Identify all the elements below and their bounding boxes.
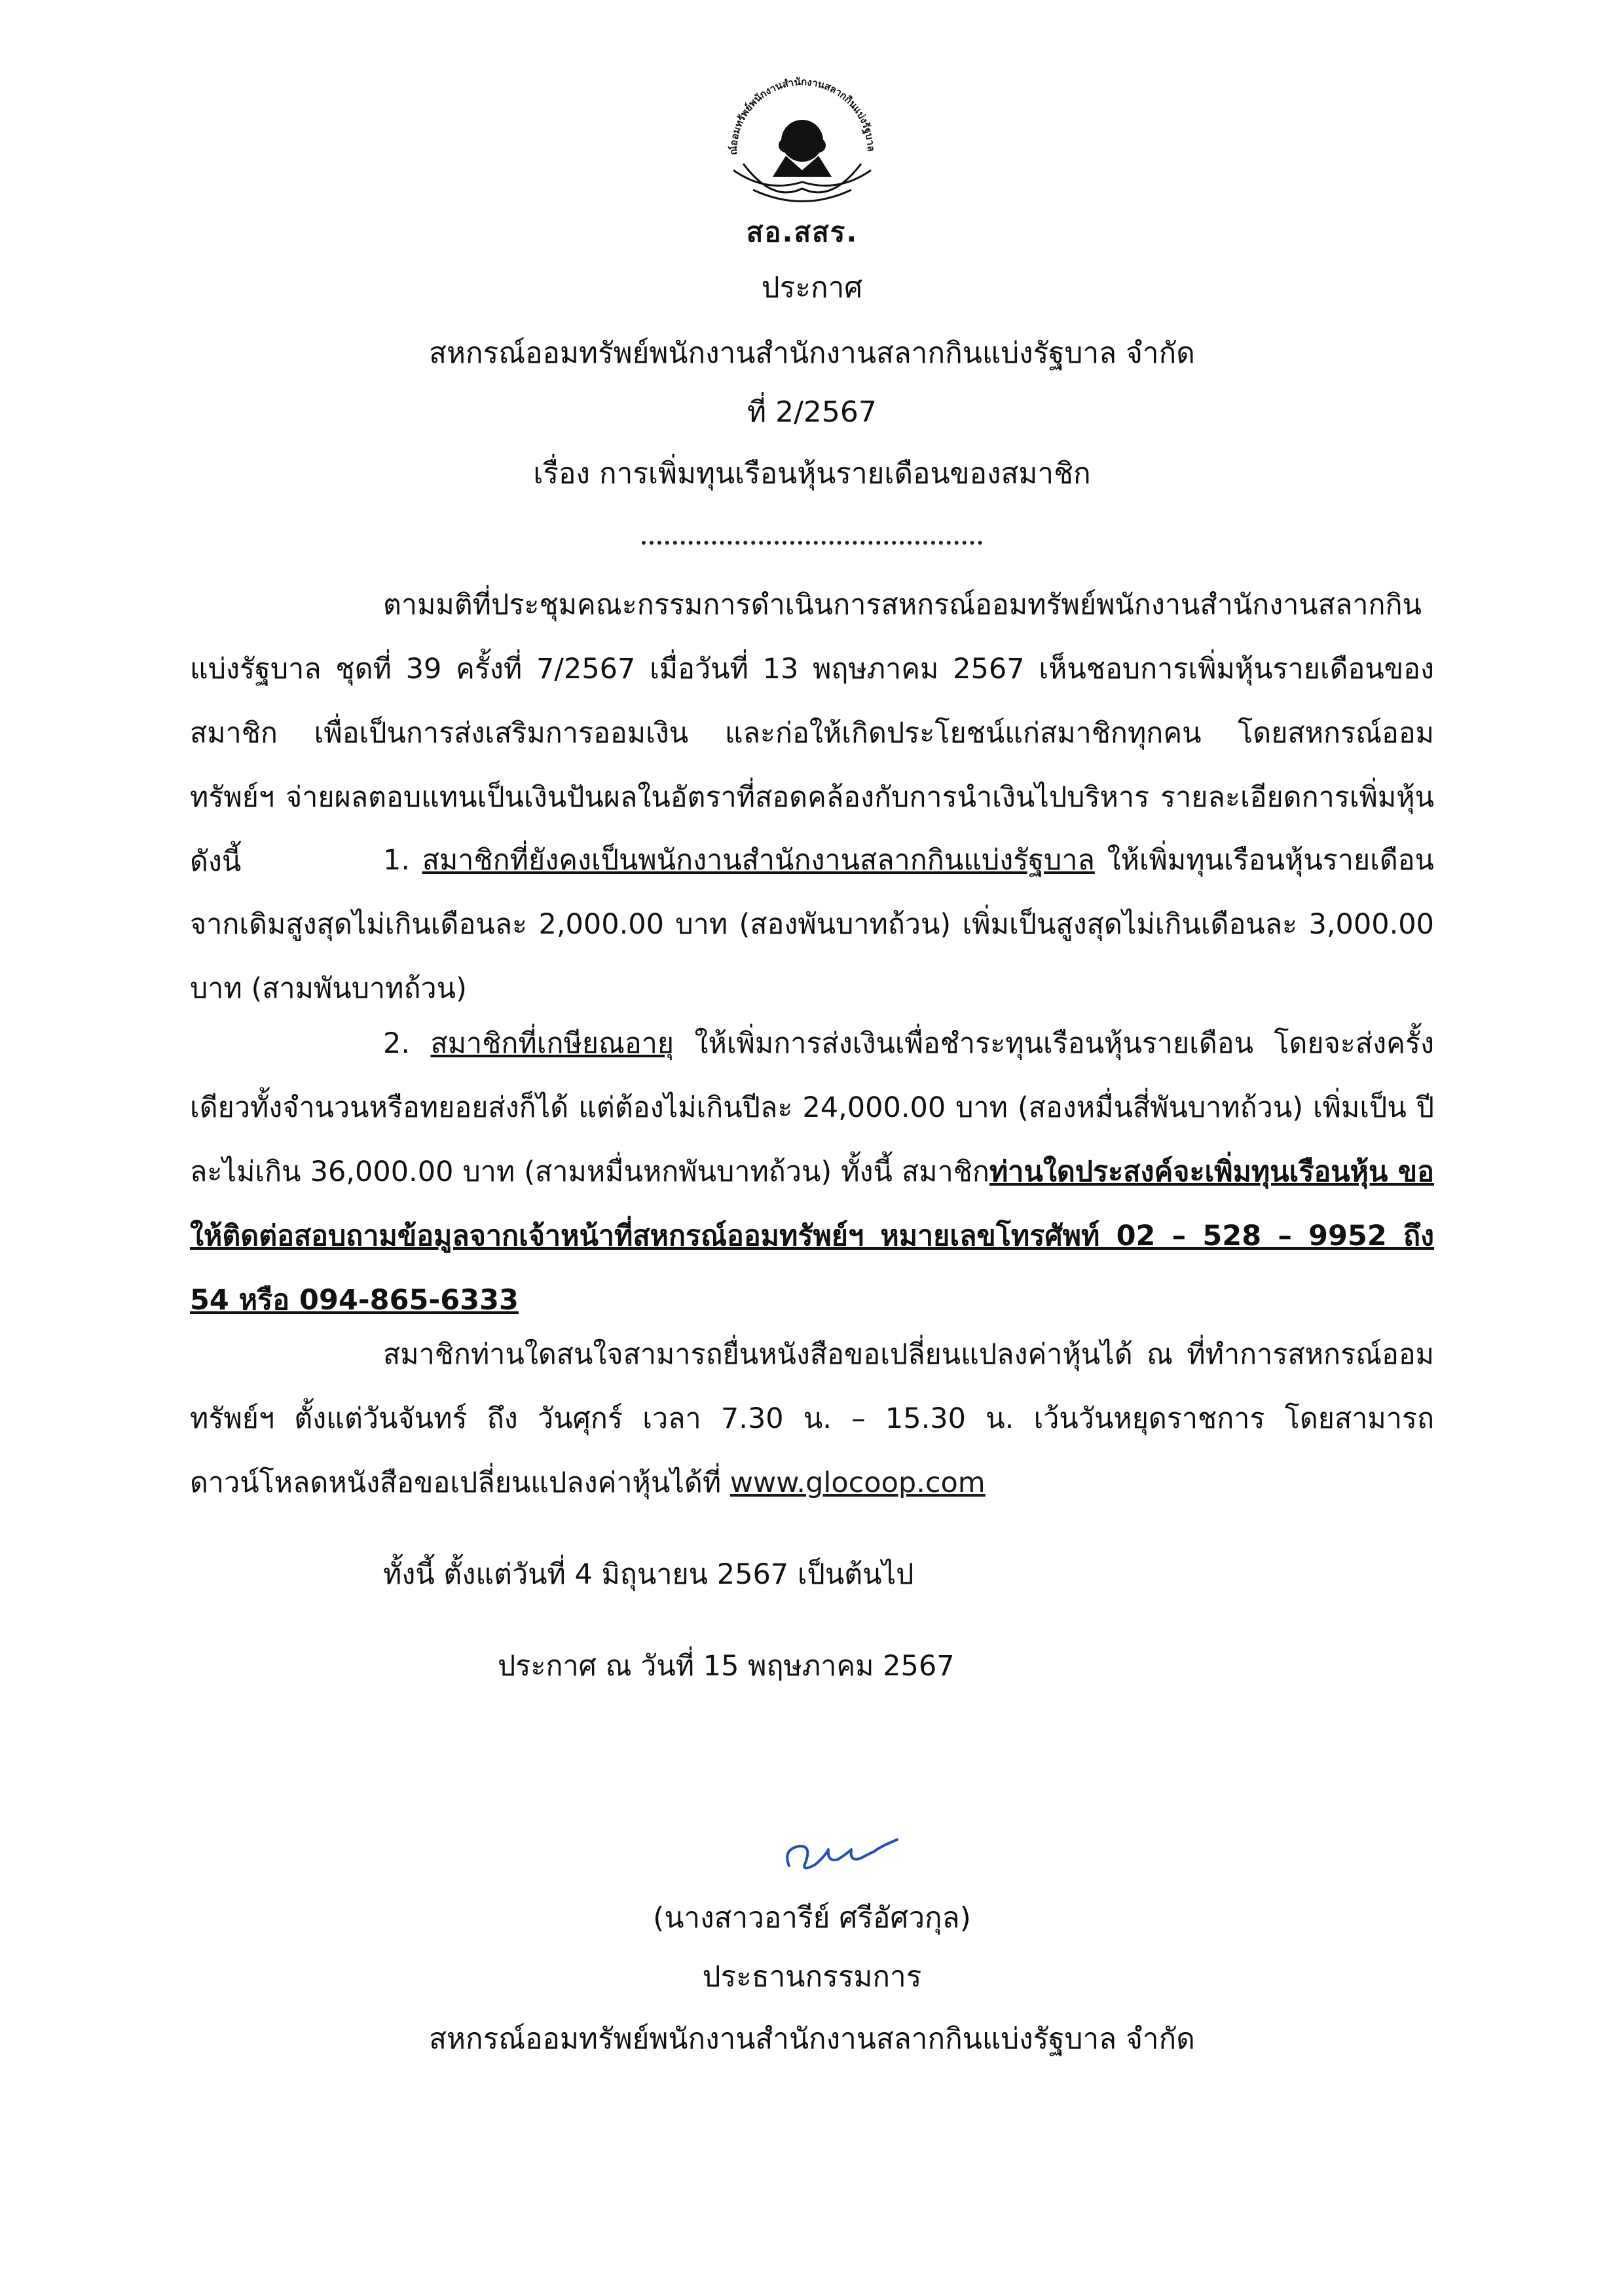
organization-name: สหกรณ์ออมทรัพย์พนักงานสำนักงานสลากกินแบ่งรัฐบาล จำกัด — [429, 337, 1195, 370]
logo-emblem-icon — [707, 72, 897, 213]
item-2-text: ให้เพิ่มการส่งเงินเพื่อชำระทุนเรือนหุ้นรายเดือน โดยจะส่งครั้งเดียวทั้งจำนวนหรือทยอยส่งก็ได้ แต่ต้องไม่เกินปีละ 24,000.00 บาท (สองหมื่นสี่พันบาทถ้วน) เพิ่มเป็น ปีละไม่เกิน 36,000.00 บาท (สามหมื่นหกพันบาทถ้วน) ทั้งนี้ สมาชิก — [190, 1027, 1435, 1188]
cooperative-logo — [707, 72, 897, 255]
announcement-number: ที่ 2/2567 — [747, 395, 877, 429]
intro-text: ตามมติที่ประชุมคณะกรรมการดำเนินการสหกรณ์ออมทรัพย์พนักงานสำนักงานสลากกินแบ่งรัฐบาล ชุดที่ 39 ครั้งที่ 7/2567 เมื่อวันที่ 13 พฤษภาคม 2567 เห็นชอบการเพิ่มหุ้นรายเดือนของสมาชิก เพื่อเป็นการส่งเสริมการออมเงิน และก่อให้เกิดประโยชน์แก่สมาชิกทุกคน โดยสหกรณ์ออมทรัพย์ฯ จ่ายผลตอบแทนเป็นเงินปันผลในอัตราที่สอดคล้องกับการนำเงินไปบริหาร รายละเอียดการเพิ่มหุ้น ดังนี้ — [190, 589, 1434, 878]
item-1-label: สมาชิกที่ยังคงเป็นพนักงานสำนักงานสลากกินแบ่งรัฐบาล — [422, 844, 1095, 877]
item-1-number: 1. — [383, 844, 411, 877]
effective-date: ทั้งนี้ ตั้งแต่วันที่ 4 มิถุนายน 2567 เป็นต้นไป — [383, 1558, 914, 1591]
item-2-number: 2. — [383, 1027, 411, 1060]
website-link[interactable]: www.glocoop.com — [729, 1467, 986, 1499]
item-2 — [190, 1011, 1434, 1332]
submission-paragraph — [190, 1322, 1434, 1515]
item-1 — [190, 828, 1434, 1021]
submission-text: สมาชิกท่านใดสนใจสามารถยื่นหนังสือขอเปลี่ยนแปลงค่าหุ้นได้ ณ ที่ทำการสหกรณ์ออมทรัพย์ฯ ตั้งแต่วันจันทร์ ถึง วันศุกร์ เวลา 7.30 น. – 15.30 น. เว้นวันหยุดราชการ โดยสามารถดาวน์โหลดหนังสือขอเปลี่ยนแปลงค่าหุ้นได้ที่ — [190, 1338, 1434, 1499]
dotted-separator — [642, 541, 982, 545]
logo-abbreviation: สอ.สสร. — [746, 216, 858, 248]
signer-organization: สหกรณ์ออมทรัพย์พนักงานสำนักงานสลากกินแบ่งรัฐบาล จำกัด — [429, 2022, 1195, 2056]
signer-position: ประธานกรรมการ — [702, 1960, 922, 1994]
signer-name: (นางสาวอารีย์ ศรีอัศวกุล) — [653, 1901, 971, 1935]
item-1-text: ให้เพิ่มทุนเรือนหุ้นรายเดือน จากเดิมสูงสุดไม่เกินเดือนละ 2,000.00 บาท (สองพันบาทถ้วน) เพิ่มเป็นสูงสุดไม่เกินเดือนละ 3,000.00 บาท (สามพันบาทถ้วน) — [190, 844, 1435, 1005]
signature-icon — [776, 1827, 907, 1886]
item-2-contact: ท่านใดประสงค์จะเพิ่มทุนเรือนหุ้น ขอให้ติดต่อสอบถามข้อมูลจากเจ้าหน้าที่สหกรณ์ออมทรัพย์ฯ หมายเลขโทรศัพท์ 02 – 528 – 9952 ถึง 54 หรือ 094-865-6333 — [190, 1156, 1434, 1317]
announcement-title: ประกาศ — [761, 271, 863, 304]
logo-arc-text: ณ์ออมทรัพย์พนักงานสำนักงานสลากกินแบ่งรัฐบาล — [727, 75, 877, 155]
announcement-date: ประกาศ ณ วันที่ 15 พฤษภาคม 2567 — [498, 1650, 955, 1683]
item-2-label: สมาชิกที่เกษียณอายุ — [430, 1027, 674, 1060]
announcement-subject: เรื่อง การเพิ่มทุนเรือนหุ้นรายเดือนของสมาชิก — [533, 457, 1091, 490]
